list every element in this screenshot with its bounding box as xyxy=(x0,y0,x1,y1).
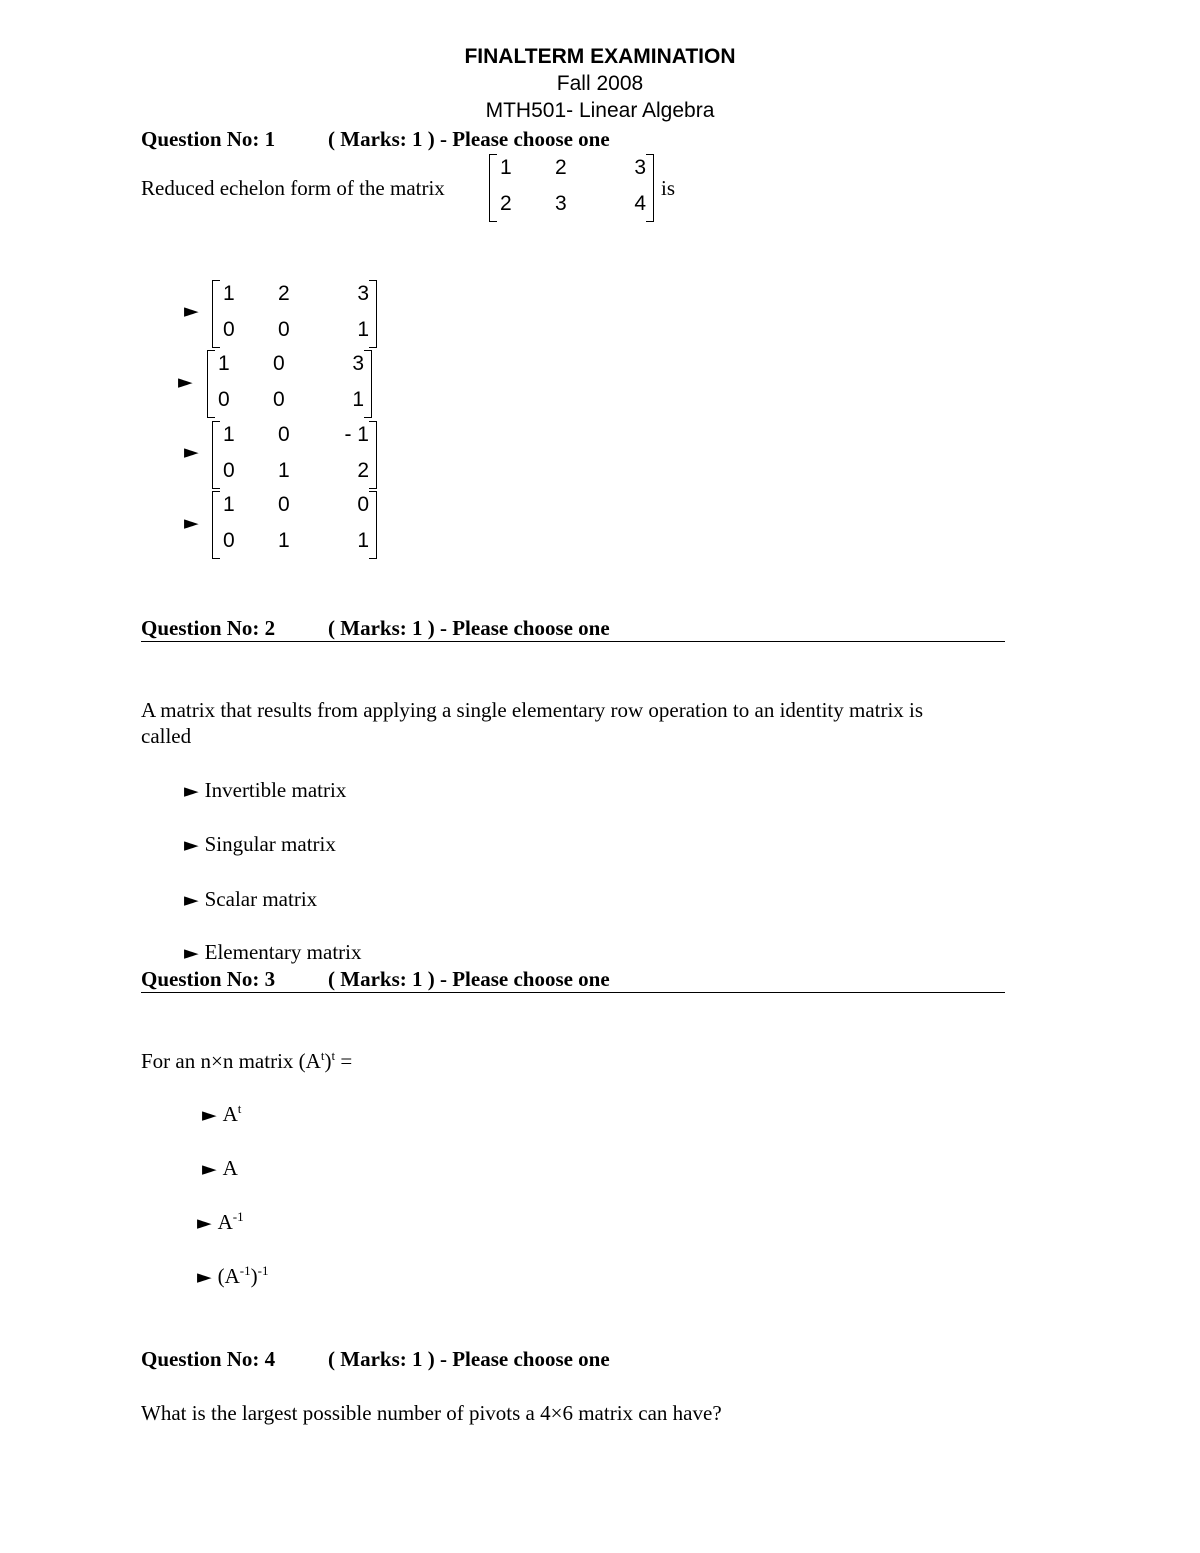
superscript: t xyxy=(320,1048,325,1063)
matrix-cell: 0 xyxy=(273,352,285,375)
right-bracket xyxy=(364,350,372,418)
question-number: Question No: 4 xyxy=(141,1347,276,1371)
question-2-prompt-line-2: called xyxy=(141,724,192,748)
option-d-matrix[interactable] xyxy=(212,491,377,559)
triangle-bullet-icon: ► xyxy=(184,889,199,911)
matrix-cell: 0 xyxy=(278,493,290,516)
option-b[interactable] xyxy=(202,1156,238,1181)
option-d[interactable] xyxy=(184,940,361,965)
right-bracket xyxy=(369,421,377,489)
question-number: Question No: 1 xyxy=(141,127,276,151)
matrix-cell: 2 xyxy=(278,282,290,305)
matrix-cell: 3 xyxy=(352,352,364,375)
left-bracket xyxy=(489,154,497,222)
question-number: Question No: 3 xyxy=(141,967,276,991)
matrix-cell: 4 xyxy=(634,192,646,215)
superscript: -1 xyxy=(239,1263,251,1278)
exam-term: Fall 2008 xyxy=(556,72,644,95)
option-label: A xyxy=(217,1210,233,1234)
option-label: Scalar matrix xyxy=(204,887,318,911)
matrix-cell: 1 xyxy=(278,459,290,482)
matrix-cell: 1 xyxy=(223,493,235,516)
left-bracket xyxy=(212,491,220,559)
left-bracket xyxy=(212,421,220,489)
triangle-bullet-icon: ► xyxy=(184,300,199,322)
right-bracket xyxy=(369,280,377,348)
option-label: ) xyxy=(250,1264,258,1288)
superscript: -1 xyxy=(232,1209,244,1224)
question-1-heading xyxy=(141,127,610,152)
matrix-cell: 0 xyxy=(223,459,235,482)
option-label: Singular matrix xyxy=(204,832,336,856)
question-marks: ( Marks: 1 ) - Please choose one xyxy=(328,616,610,640)
matrix-cell: 0 xyxy=(273,388,285,411)
triangle-bullet-icon: ► xyxy=(202,1158,217,1180)
option-d[interactable] xyxy=(197,1264,268,1289)
option-label: Invertible matrix xyxy=(204,778,347,802)
question-4-heading xyxy=(141,1347,610,1372)
question-marks: ( Marks: 1 ) - Please choose one xyxy=(328,127,610,151)
option-a[interactable] xyxy=(184,778,346,803)
question-3-heading xyxy=(141,967,610,992)
exam-title: FINALTERM EXAMINATION xyxy=(464,45,736,68)
question-1-prompt xyxy=(141,176,445,201)
triangle-bullet-icon: ► xyxy=(202,1104,217,1126)
prompt-suffix: is xyxy=(661,176,676,200)
triangle-bullet-icon: ► xyxy=(184,441,199,463)
question-number: Question No: 2 xyxy=(141,616,276,640)
option-c[interactable] xyxy=(197,1210,244,1235)
matrix-cell: 1 xyxy=(223,282,235,305)
triangle-bullet-icon: ► xyxy=(178,371,193,393)
matrix-cell: 0 xyxy=(223,529,235,552)
divider xyxy=(141,641,1005,642)
triangle-bullet-icon: ► xyxy=(197,1212,212,1234)
left-bracket xyxy=(207,350,215,418)
prompt-text: ) xyxy=(324,1049,332,1073)
matrix-cell: 2 xyxy=(500,192,512,215)
right-bracket xyxy=(369,491,377,559)
triangle-bullet-icon: ► xyxy=(184,942,199,964)
matrix-cell: 1 xyxy=(352,388,364,411)
matrix-cell: 0 xyxy=(218,388,230,411)
matrix-cell: 1 xyxy=(278,529,290,552)
matrix-cell: 1 xyxy=(223,423,235,446)
option-a[interactable] xyxy=(202,1102,241,1127)
matrix-cell: 1 xyxy=(218,352,230,375)
option-label: A xyxy=(222,1156,238,1180)
option-c[interactable] xyxy=(184,887,317,912)
superscript: -1 xyxy=(257,1263,269,1278)
matrix-cell: 2 xyxy=(357,459,369,482)
question-2-prompt-line-1: A matrix that results from applying a single elementary row operation to an identity matrix is xyxy=(141,698,924,722)
triangle-bullet-icon: ► xyxy=(184,834,199,856)
question-2-heading xyxy=(141,616,610,641)
question-marks: ( Marks: 1 ) - Please choose one xyxy=(328,1347,610,1371)
option-b[interactable] xyxy=(184,832,336,857)
prompt-text: Reduced echelon form of the matrix xyxy=(141,176,445,200)
left-bracket xyxy=(212,280,220,348)
matrix-cell: 1 xyxy=(357,318,369,341)
matrix-cell: 1 xyxy=(357,529,369,552)
option-label: Elementary matrix xyxy=(204,940,362,964)
option-b-matrix[interactable] xyxy=(207,350,372,418)
matrix-cell: 1 xyxy=(500,156,512,179)
matrix-cell: 3 xyxy=(555,192,567,215)
triangle-bullet-icon: ► xyxy=(184,780,199,802)
prompt-text: For an n×n matrix (A xyxy=(141,1049,321,1073)
matrix-cell: 0 xyxy=(278,423,290,446)
option-label: A xyxy=(222,1102,238,1126)
matrix-cell: 2 xyxy=(555,156,567,179)
option-label: (A xyxy=(217,1264,240,1288)
prompt-text: = xyxy=(335,1049,353,1073)
divider xyxy=(141,992,1005,993)
superscript: t xyxy=(237,1101,242,1116)
matrix-cell: 0 xyxy=(278,318,290,341)
question-marks: ( Marks: 1 ) - Please choose one xyxy=(328,967,610,991)
matrix-cell: 0 xyxy=(223,318,235,341)
question-4-prompt: What is the largest possible number of pivots a 4×6 matrix can have? xyxy=(141,1401,722,1425)
option-c-matrix[interactable] xyxy=(212,421,377,489)
option-a-matrix[interactable] xyxy=(212,280,377,348)
matrix-cell: 0 xyxy=(357,493,369,516)
question-1-matrix xyxy=(489,154,654,222)
question-3-prompt xyxy=(141,1049,352,1074)
triangle-bullet-icon: ► xyxy=(184,512,199,534)
triangle-bullet-icon: ► xyxy=(197,1266,212,1288)
right-bracket xyxy=(646,154,654,222)
superscript: t xyxy=(331,1048,336,1063)
course-title: MTH501- Linear Algebra xyxy=(485,99,715,122)
matrix-cell: - 1 xyxy=(344,423,369,446)
matrix-cell: 3 xyxy=(634,156,646,179)
matrix-cell: 3 xyxy=(357,282,369,305)
